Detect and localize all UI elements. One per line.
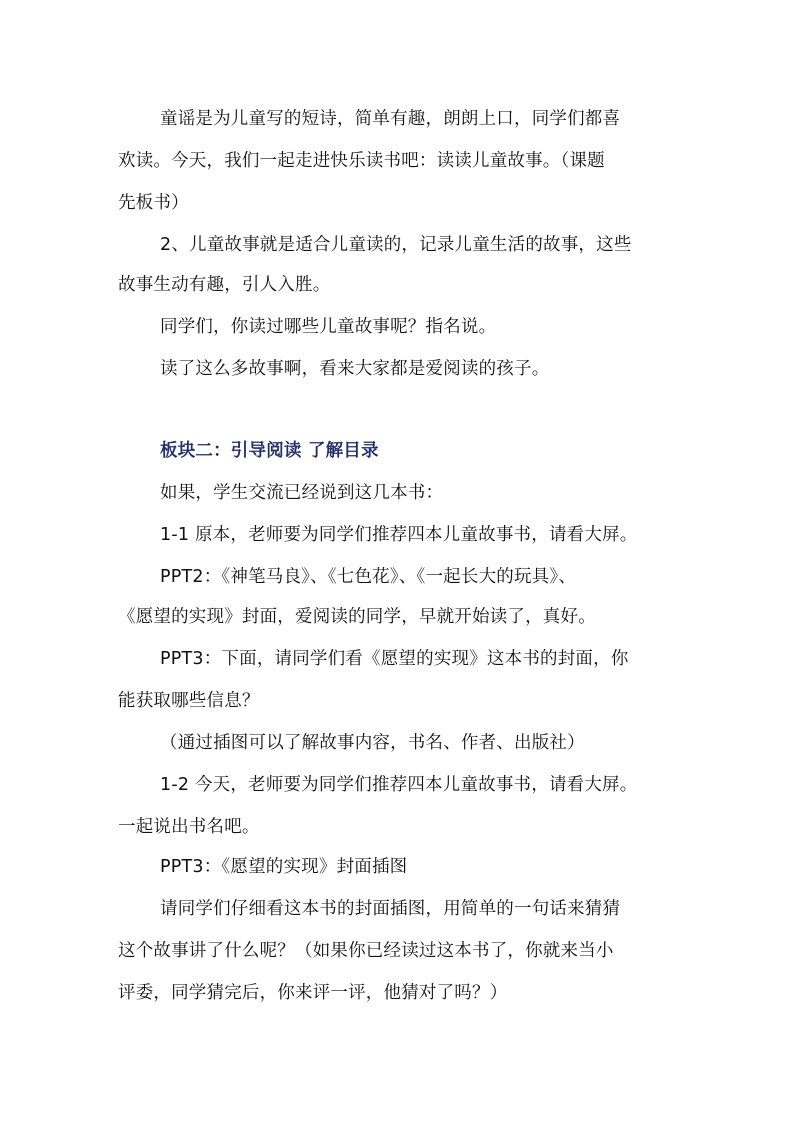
guess-line-3: 评委，同学猜完后，你来评一评，他猜对了吗？） — [118, 983, 508, 1003]
ppt3-question-line-1: PPT3：下面，请同学们看《愿望的实现》这本书的封面，你 — [160, 649, 629, 669]
guess-line-2: 这个故事讲了什么呢？（如果你已经读过这本书了，你就来当小 — [118, 941, 614, 961]
section-2-heading: 板块二：引导阅读 了解目录 — [160, 441, 379, 461]
intro-line-3: 先板书） — [118, 193, 189, 213]
note-paragraph: （通过插图可以了解故事内容，书名、作者、出版社） — [160, 733, 585, 753]
say-names-paragraph: 一起说出书名吧。 — [118, 817, 260, 837]
praise-paragraph: 读了这么多故事啊，看来大家都是爱阅读的孩子。 — [160, 359, 550, 379]
point-2-line-1: 2、儿童故事就是适合儿童读的，记录儿童生活的故事，这些 — [160, 235, 632, 255]
ppt3-cover-paragraph: PPT3：《愿望的实现》封面插图 — [160, 857, 408, 877]
item-1-2-paragraph: 1-2 今天，老师要为同学们推荐四本儿童故事书，请看大屏。 — [160, 775, 638, 795]
intro-line-1: 童谣是为儿童写的短诗，简单有趣，朗朗上口，同学们都喜 — [160, 109, 621, 129]
intro-line-2: 欢读。今天，我们一起走进快乐读书吧：读读儿童故事。（课题 — [118, 151, 605, 171]
point-2-line-2: 故事生动有趣，引人入胜。 — [118, 275, 331, 295]
ppt2-line-1: PPT2：《神笔马良》、《七色花》、《一起长大的玩具》、 — [160, 567, 577, 587]
question-paragraph: 同学们，你读过哪些儿童故事呢？指名说。 — [160, 317, 497, 337]
if-paragraph: 如果，学生交流已经说到这几本书： — [160, 483, 444, 503]
item-1-1-paragraph: 1-1 原本，老师要为同学们推荐四本儿童故事书，请看大屏。 — [160, 525, 638, 545]
ppt3-question-line-2: 能获取哪些信息？ — [118, 691, 260, 711]
ppt2-line-2: 《愿望的实现》封面，爱阅读的同学，早就开始读了，真好。 — [118, 607, 596, 627]
guess-line-1: 请同学们仔细看这本书的封面插图，用简单的一句话来猜猜 — [160, 899, 621, 919]
